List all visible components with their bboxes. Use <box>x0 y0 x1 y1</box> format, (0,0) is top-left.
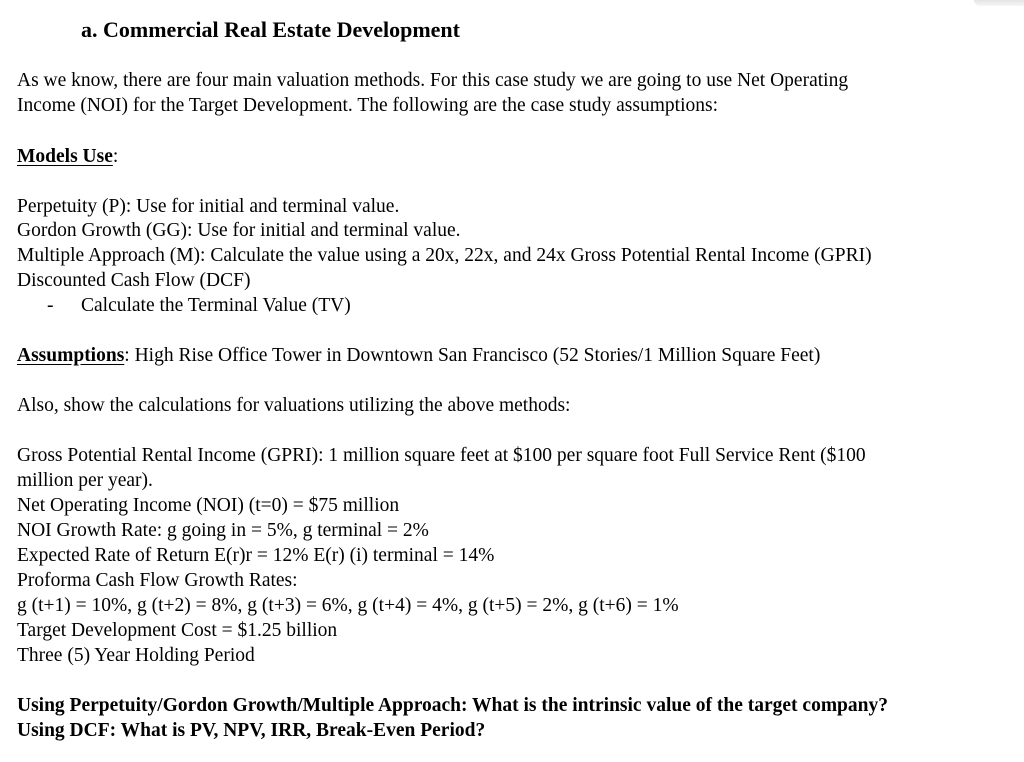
detail-gpri-line-2: million per year). <box>17 470 153 491</box>
model-sub-item-terminal-value: Calculate the Terminal Value (TV) <box>81 295 351 316</box>
also-show-line: Also, show the calculations for valuations utilizing the above methods: <box>17 395 571 416</box>
question-dcf: Using DCF: What is PV, NPV, IRR, Break-Even Period? <box>17 720 486 741</box>
models-use-label: Models Use <box>17 146 113 167</box>
model-item-dcf: Discounted Cash Flow (DCF) <box>17 270 251 291</box>
detail-noi: Net Operating Income (NOI) (t=0) = $75 million <box>17 495 400 516</box>
models-use-heading <box>17 144 118 169</box>
detail-development-cost: Target Development Cost = $1.25 billion <box>17 620 338 641</box>
question-perpetuity: Using Perpetuity/Gordon Growth/Multiple Approach: What is the intrinsic value of the target company? <box>17 695 888 716</box>
section-heading: a. Commercial Real Estate Development <box>81 17 460 42</box>
sub-bullet-dash: - <box>47 295 54 316</box>
detail-proforma-heading: Proforma Cash Flow Growth Rates: <box>17 570 298 591</box>
detail-noi-growth-rate: NOI Growth Rate: g going in = 5%, g terminal = 2% <box>17 520 429 541</box>
model-item-perpetuity: Perpetuity (P): Use for initial and terminal value. <box>17 196 400 217</box>
intro-line-2: Income (NOI) for the Target Development. The following are the case study assumptions: <box>17 95 718 116</box>
model-item-multiple-approach: Multiple Approach (M): Calculate the value using a 20x, 22x, and 24x Gross Potential Rental Income (GPRI) <box>17 245 872 266</box>
detail-holding-period: Three (5) Year Holding Period <box>17 645 255 666</box>
assumptions-label: Assumptions <box>17 345 125 366</box>
assumptions-line <box>17 343 820 368</box>
detail-gpri-line-1: Gross Potential Rental Income (GPRI): 1 million square feet at $100 per square foot Full Service Rent ($100 <box>17 445 866 466</box>
intro-line-1: As we know, there are four main valuation methods. For this case study we are going to use Net Operating <box>17 70 849 91</box>
model-item-gordon-growth: Gordon Growth (GG): Use for initial and terminal value. <box>17 220 461 241</box>
assumptions-text: : High Rise Office Tower in Downtown San Francisco (52 Stories/1 Million Square Feet) <box>124 345 821 366</box>
window-corner-shadow <box>974 0 1024 6</box>
detail-expected-return: Expected Rate of Return E(r)r = 12% E(r) (i) terminal = 14% <box>17 545 495 566</box>
models-use-suffix: : <box>112 146 119 167</box>
detail-growth-rates: g (t+1) = 10%, g (t+2) = 8%, g (t+3) = 6%, g (t+4) = 4%, g (t+5) = 2%, g (t+6) = 1% <box>17 595 679 616</box>
